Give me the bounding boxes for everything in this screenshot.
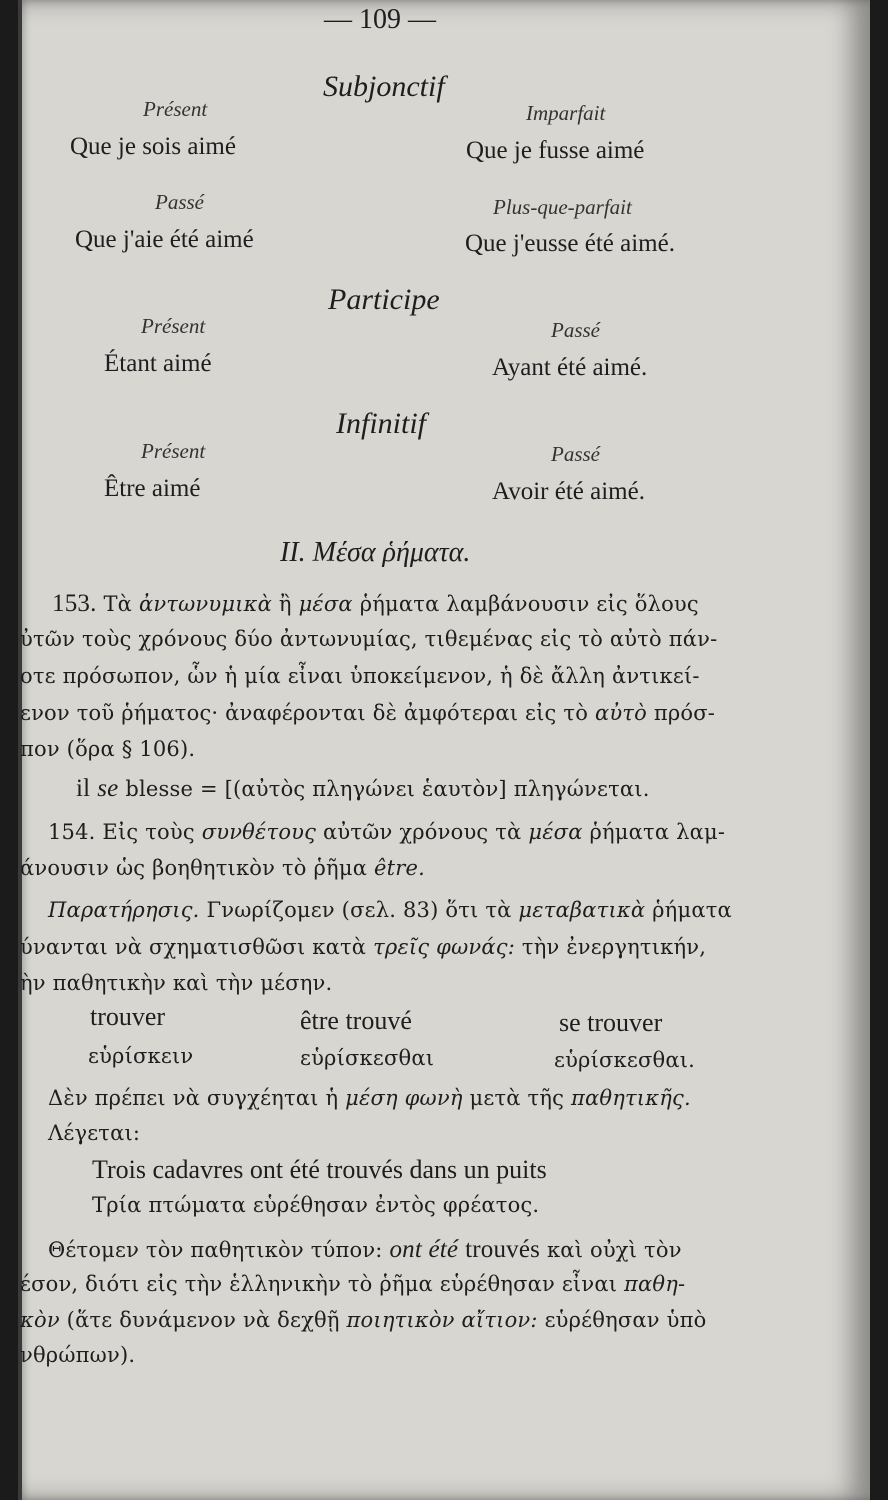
- form-subj-passe: Que j'aie été aimé: [75, 226, 254, 253]
- voice-gr-middle: εὑρίσκεσθαι.: [554, 1048, 696, 1072]
- voice-fr-active: trouver: [90, 1002, 166, 1031]
- final-line-4: νθρώπων).: [20, 1343, 136, 1367]
- example2-greek: Τρία πτώματα εὑρέθησαν ἐντὸς φρέατος.: [92, 1193, 540, 1217]
- form-subj-pqp: Que j'eusse été aimé.: [465, 230, 675, 257]
- p153-line-3: οτε πρόσωπον, ὧν ἡ μία εἶναι ὑποκείμενον, ἡ δὲ ἄλλη ἀντικεί-: [20, 664, 700, 688]
- section-title: II. Μέσα ῥήματα.: [280, 537, 471, 568]
- voice-gr-active: εὑρίσκειν: [88, 1044, 194, 1068]
- warning-line-2: Λέγεται:: [48, 1121, 141, 1145]
- p154-line-2: άνουσιν ὡς βοηθητικὸν τὸ ῥῆμα être.: [20, 856, 425, 880]
- final-line-3: κὸν (ἅτε δυνάμενον νὰ δεχθῇ ποιητικὸν αἴτιον: εὑρέθησαν ὑπὸ: [20, 1308, 707, 1332]
- p154-line-1: 154. Εἰς τοὺς συνθέτους αὐτῶν χρόνους τὰ μέσα ῥήματα λαμ-: [48, 820, 726, 844]
- remark-line-1: Παρατήρησις. Γνωρίζομεν (σελ. 83) ὅτι τὰ μεταβατικὰ ῥήματα: [48, 898, 732, 922]
- form-part-passe: Ayant été aimé.: [492, 354, 648, 381]
- form-part-present: Étant aimé: [104, 350, 212, 377]
- final-line-1: Θέτομεν τὸν παθητικὸν τύπον: ont été trouvés καὶ οὐχὶ τὸν: [48, 1236, 682, 1263]
- warning-line-1: Δὲν πρέπει νὰ συγχέηται ἡ μέση φωνὴ μετὰ τῆς παθητικῆς.: [48, 1086, 691, 1110]
- p153-line-5: πον (ὅρα § 106).: [20, 737, 196, 761]
- book-page: [18, 0, 870, 1500]
- form-subj-present: Que je sois aimé: [70, 133, 236, 160]
- voice-fr-middle: se trouver: [559, 1008, 663, 1037]
- label-subj-pqp: Plus-que-parfait: [493, 195, 632, 219]
- label-inf-present: Présent: [141, 439, 206, 463]
- heading-participe: Participe: [328, 283, 440, 316]
- p153-line-1: 153. Τὰ ἀντωνυμικὰ ἢ μέσα ῥήματα λαμβάνουσιν εἰς ὅλους: [52, 590, 699, 617]
- label-subj-present: Présent: [143, 97, 208, 121]
- p153-line-4: ενον τοῦ ῥήματος· ἀναφέρονται δὲ ἀμφότεραι εἰς τὸ αὐτὸ πρόσ-: [20, 701, 716, 725]
- heading-subjonctif: Subjonctif: [323, 70, 445, 103]
- form-inf-passe: Avoir été aimé.: [492, 478, 645, 505]
- form-inf-present: Être aimé: [104, 475, 201, 502]
- remark-line-2: ύνανται νὰ σχηματισθῶσι κατὰ τρεῖς φωνάς: τὴν ἐνεργητικήν,: [20, 935, 707, 959]
- p153-example: il se blesse = [(αὐτὸς πληγώνει ἑαυτὸν] πληγώνεται.: [76, 775, 650, 802]
- heading-infinitif: Infinitif: [336, 407, 426, 440]
- label-subj-passe: Passé: [155, 190, 204, 214]
- label-part-present: Présent: [141, 314, 206, 338]
- voice-fr-passive: être trouvé: [300, 1006, 412, 1035]
- final-line-2: έσον, διότι εἰς τὴν ἑλληνικὴν τὸ ῥῆμα εὑρέθησαν εἶναι παθη-: [20, 1272, 686, 1296]
- label-part-passe: Passé: [551, 318, 600, 342]
- form-subj-imparfait: Que je fusse aimé: [466, 137, 645, 164]
- p153-line-2: ὐτῶν τοὺς χρόνους δύο ἀντωνυμίας, τιθεμένας εἰς τὸ αὐτὸ πάν-: [20, 627, 718, 651]
- label-subj-imparfait: Imparfait: [526, 101, 606, 125]
- example2-french: Trois cadavres ont été trouvés dans un puits: [92, 1155, 547, 1184]
- page-number: — 109 —: [324, 4, 436, 35]
- label-inf-passe: Passé: [551, 442, 600, 466]
- remark-line-3: ὴν παθητικὴν καὶ τὴν μέσην.: [20, 971, 333, 995]
- voice-gr-passive: εὑρίσκεσθαι: [300, 1046, 435, 1070]
